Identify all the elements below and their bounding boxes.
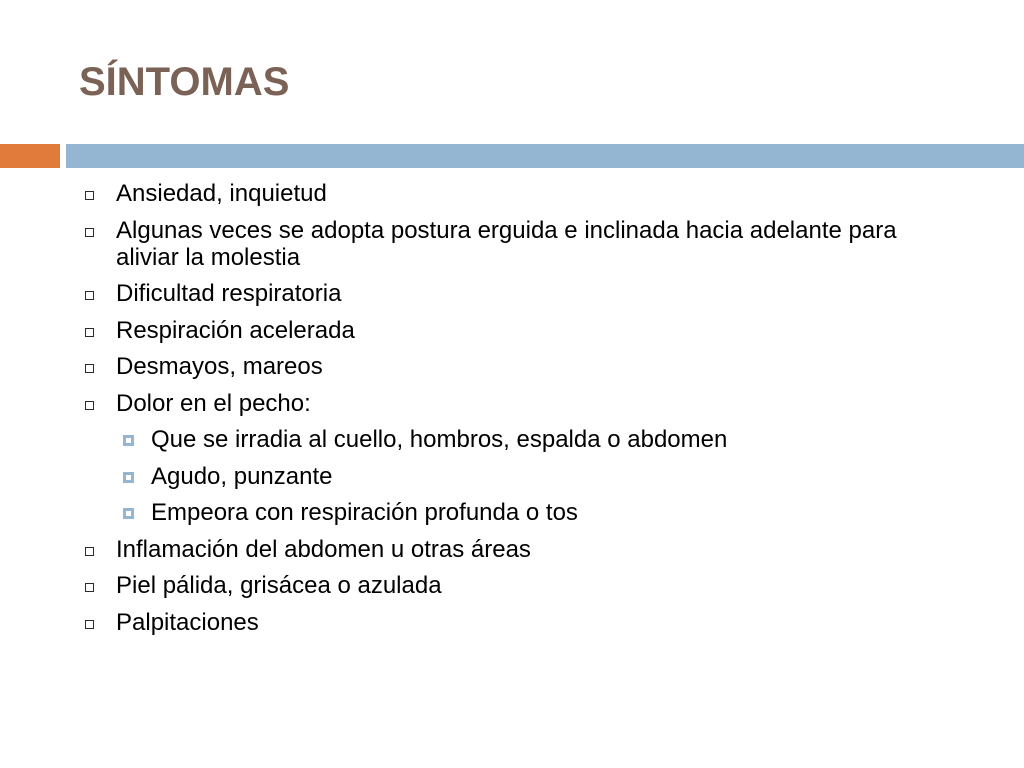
square-outline-icon <box>85 328 94 337</box>
square-filled-icon <box>123 508 134 519</box>
square-filled-icon <box>123 472 134 483</box>
square-outline-icon <box>85 583 94 592</box>
sub-list-item <box>116 499 900 526</box>
square-outline-icon <box>85 401 94 410</box>
list-item <box>80 280 900 307</box>
sub-list-item-text: Agudo, punzante <box>151 462 333 490</box>
square-outline-icon <box>85 191 94 200</box>
accent-bar <box>0 144 60 168</box>
square-outline-icon <box>85 547 94 556</box>
list-item-text: Dificultad respiratoria <box>116 280 342 307</box>
slide-title: SÍNTOMAS <box>79 60 290 104</box>
list-item-text: Palpitaciones <box>116 608 259 636</box>
symptom-list <box>80 180 900 645</box>
list-item <box>80 572 900 599</box>
square-filled-icon <box>123 435 134 446</box>
list-item-text: Algunas veces se adopta postura erguida e inclinada hacia adelante para aliviar la molestia <box>116 216 897 271</box>
list-item-text: Respiración acelerada <box>116 316 355 344</box>
list-item <box>80 390 900 527</box>
list-item <box>80 317 900 344</box>
list-item-text: Ansiedad, inquietud <box>116 180 327 207</box>
list-item <box>80 536 900 563</box>
list-item <box>80 217 900 271</box>
list-item <box>80 609 900 636</box>
sub-list <box>116 426 900 526</box>
sub-list-item <box>116 463 900 490</box>
header-divider-bar <box>66 144 1024 168</box>
square-outline-icon <box>85 364 94 373</box>
sub-list-item-text: Empeora con respiración profunda o tos <box>151 499 578 526</box>
sub-list-item-text: Que se irradia al cuello, hombros, espalda o abdomen <box>151 426 728 453</box>
list-item <box>80 353 900 380</box>
square-outline-icon <box>85 620 94 629</box>
list-item <box>80 180 900 207</box>
square-outline-icon <box>85 291 94 300</box>
list-item-text: Desmayos, mareos <box>116 353 323 380</box>
square-outline-icon <box>85 228 94 237</box>
list-item-text: Inflamación del abdomen u otras áreas <box>116 535 531 563</box>
list-item-text: Piel pálida, grisácea o azulada <box>116 572 442 599</box>
sub-list-item <box>116 426 900 453</box>
list-item-text: Dolor en el pecho: <box>116 389 311 417</box>
